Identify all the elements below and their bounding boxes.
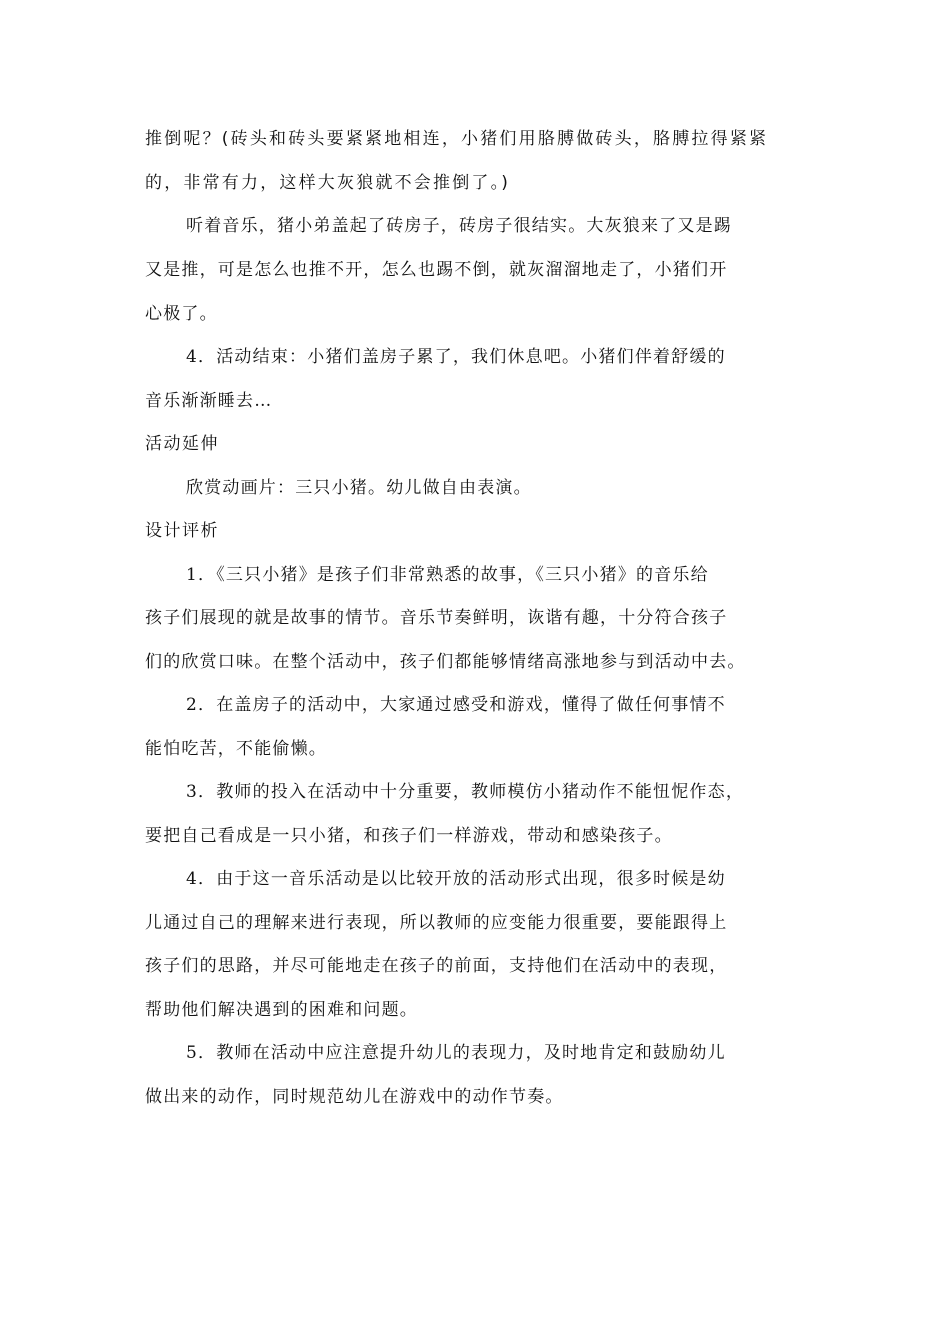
section-heading: 活动延伸 bbox=[145, 434, 219, 454]
text-line: 们的欣赏口味。在整个活动中，孩子们都能够情绪高涨地参与到活动中去。 bbox=[145, 652, 746, 672]
text-line: 帮助他们解决遇到的困难和问题。 bbox=[145, 1000, 418, 1020]
text-line: 听着音乐，猪小弟盖起了砖房子，砖房子很结实。大灰狼来了又是踢 bbox=[186, 216, 732, 236]
text-line: 做出来的动作，同时规范幼儿在游戏中的动作节奏。 bbox=[145, 1087, 564, 1107]
text-line: 2．在盖房子的活动中，大家通过感受和游戏，懂得了做任何事情不 bbox=[186, 695, 726, 715]
text-line: 孩子们展现的就是故事的情节。音乐节奏鲜明，诙谐有趣，十分符合孩子 bbox=[145, 608, 728, 628]
text-line: 4．由于这一音乐活动是以比较开放的活动形式出现，很多时候是幼 bbox=[186, 869, 726, 889]
text-line: 音乐渐渐睡去… bbox=[145, 391, 273, 411]
text-line: 能怕吃苦，不能偷懒。 bbox=[145, 739, 327, 759]
text-line: 推倒呢？(砖头和砖头要紧紧地相连，小猪们用胳膊做砖头，胳膊拉得紧紧 bbox=[145, 129, 769, 149]
text-line: 3．教师的投入在活动中十分重要，教师模仿小猪动作不能忸怩作态， bbox=[186, 782, 745, 802]
text-line: 心极了。 bbox=[145, 304, 218, 324]
text-line: 要把自己看成是一只小猪，和孩子们一样游戏，带动和感染孩子。 bbox=[145, 826, 673, 846]
text-line: 5．教师在活动中应注意提升幼儿的表现力，及时地肯定和鼓励幼儿 bbox=[186, 1043, 726, 1063]
text-line: 4．活动结束：小猪们盖房子累了，我们休息吧。小猪们伴着舒缓的 bbox=[186, 347, 726, 367]
text-line: 孩子们的思路，并尽可能地走在孩子的前面，支持他们在活动中的表现， bbox=[145, 956, 728, 976]
text-line: 儿通过自己的理解来进行表现，所以教师的应变能力很重要，要能跟得上 bbox=[145, 913, 728, 933]
text-line: 又是推，可是怎么也推不开，怎么也踢不倒，就灰溜溜地走了，小猪们开 bbox=[145, 260, 728, 280]
text-line: 欣赏动画片：三只小猪。幼儿做自由表演。 bbox=[186, 478, 532, 498]
section-heading: 设计评析 bbox=[145, 521, 219, 541]
text-line: 1．《三只小猪》是孩子们非常熟悉的故事，《三只小猪》的音乐给 bbox=[186, 565, 709, 585]
text-line: 的，非常有力，这样大灰狼就不会推倒了。) bbox=[145, 173, 511, 193]
